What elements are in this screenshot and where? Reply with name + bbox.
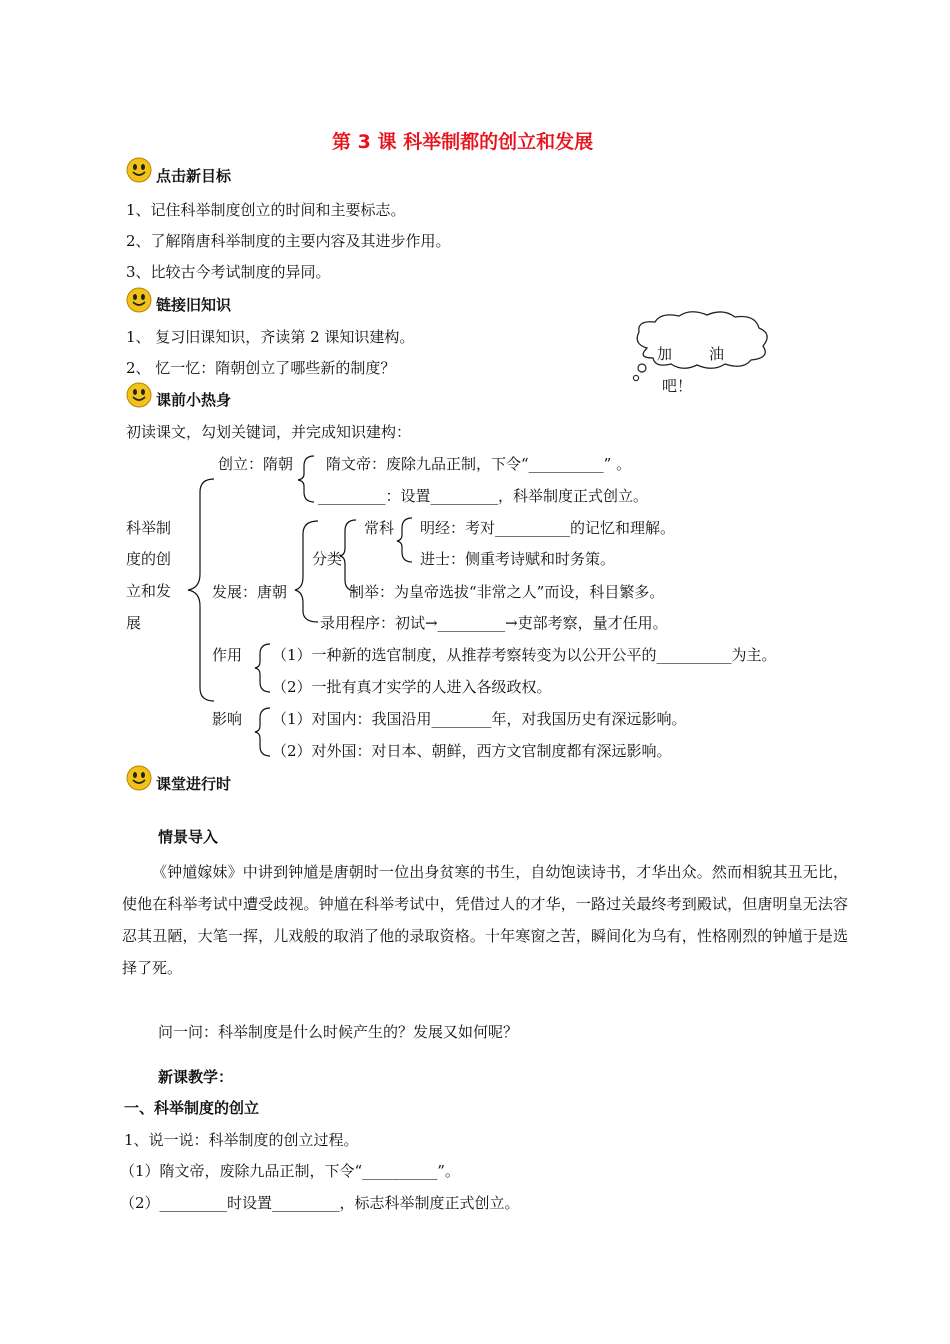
- old-knowledge-item: 1、 复习旧课知识，齐读第 2 课知识建构。: [126, 328, 415, 346]
- tree-root-line: 立和发: [126, 582, 172, 600]
- goal-item: 2、了解隋唐科举制度的主要内容及其进步作用。: [126, 232, 451, 250]
- tree-zhiju: 制举：为皇帝选拔“非常之人”而设，科目繁多。: [349, 583, 665, 601]
- old-knowledge-item: 2、 忆一忆：隋朝创立了哪些新的制度？: [126, 359, 396, 377]
- smiley-icon: [126, 765, 152, 791]
- cloud-text-3: 吧！: [662, 377, 693, 395]
- smiley-icon: [126, 287, 152, 313]
- cloud-text-1: 加: [657, 345, 673, 363]
- tree-effect-item: （2）一批有真才实学的人进入各级政权。: [272, 678, 552, 696]
- tree-effect-label: 作用: [212, 646, 243, 664]
- tree-changke-label: 常科: [364, 519, 395, 537]
- cloud-callout: [625, 308, 775, 398]
- tree-influence-item: （2）对外国：对日本、朝鲜，西方文官制度都有深远影响。: [272, 742, 672, 760]
- goal-item: 3、比较古今考试制度的异同。: [126, 263, 331, 281]
- tree-root-line: 度的创: [126, 550, 172, 568]
- tree-effect-item: （1）一种新的选官制度，从推荐考察转变为以公开公平的__________为主。: [272, 646, 777, 664]
- new-lesson-question: 1、说一说：科举制度的创立过程。: [124, 1131, 359, 1149]
- section-classroom-heading: 课堂进行时: [156, 775, 232, 793]
- smiley-icon: [126, 157, 152, 183]
- new-lesson-item: （1）隋文帝，废除九品正制，下令“__________”。: [120, 1162, 460, 1180]
- scene-heading: 情景导入: [158, 828, 219, 846]
- tree-classify-label: 分类: [312, 550, 343, 568]
- tree-root-line: 科举制: [126, 519, 172, 537]
- smiley-icon: [126, 382, 152, 408]
- tree-influence-item: （1）对国内：我国沿用________年，对我国历史有深远影响。: [272, 710, 687, 728]
- warmup-intro: 初读课文，勾划关键词，并完成知识建构：: [126, 423, 412, 441]
- scene-paragraph: 《钟馗嫁妹》中讲到钟馗是唐朝时一位出身贫寒的书生，自幼饱读诗书，才华出众。然而相貌其丑无比，使他在科举考试中遭受歧视。钟馗在科举考试中，凭借过人的才华，一路过关最终考到殿试，但唐明皇无法容忍其丑陋，大笔一挥，儿戏般的取消了他的录取资格。十年寒窗之苦，瞬间化为乌有，性格刚烈的钟馗于是选择了死。: [122, 863, 848, 977]
- tree-create-item: _________：设置_________，科举制度正式创立。: [318, 487, 649, 505]
- tree-jinshi: 进士：侧重考诗赋和时务策。: [420, 550, 616, 568]
- tree-procedure: 录用程序：初试→_________→吏部考察，量才任用。: [320, 614, 668, 632]
- tree-influence-label: 影响: [212, 710, 243, 728]
- scene-question: 问一问：科举制度是什么时候产生的？发展又如何呢？: [158, 1023, 519, 1041]
- tree-mingjing: 明经：考对__________的记忆和理解。: [420, 519, 676, 537]
- page-title: 第 3 课 科举制都的创立和发展: [332, 131, 594, 153]
- new-lesson-heading: 新课教学：: [158, 1068, 234, 1086]
- tree-create-label: 创立：隋朝: [218, 455, 294, 473]
- goal-item: 1、记住科举制度创立的时间和主要标志。: [126, 201, 406, 219]
- tree-create-item: 隋文帝：废除九品正制，下令“__________” 。: [326, 455, 632, 473]
- section-goals-heading: 点击新目标: [156, 167, 232, 185]
- tree-develop-label: 发展：唐朝: [212, 583, 288, 601]
- cloud-text-2: 油: [709, 345, 725, 363]
- new-lesson-part1: 一、科举制度的创立: [124, 1099, 260, 1117]
- section-warmup-heading: 课前小热身: [156, 391, 232, 409]
- section-old-knowledge-heading: 链接旧知识: [156, 296, 232, 314]
- new-lesson-item: （2）_________时设置_________，标志科举制度正式创立。: [120, 1194, 520, 1212]
- tree-root-line: 展: [126, 614, 142, 632]
